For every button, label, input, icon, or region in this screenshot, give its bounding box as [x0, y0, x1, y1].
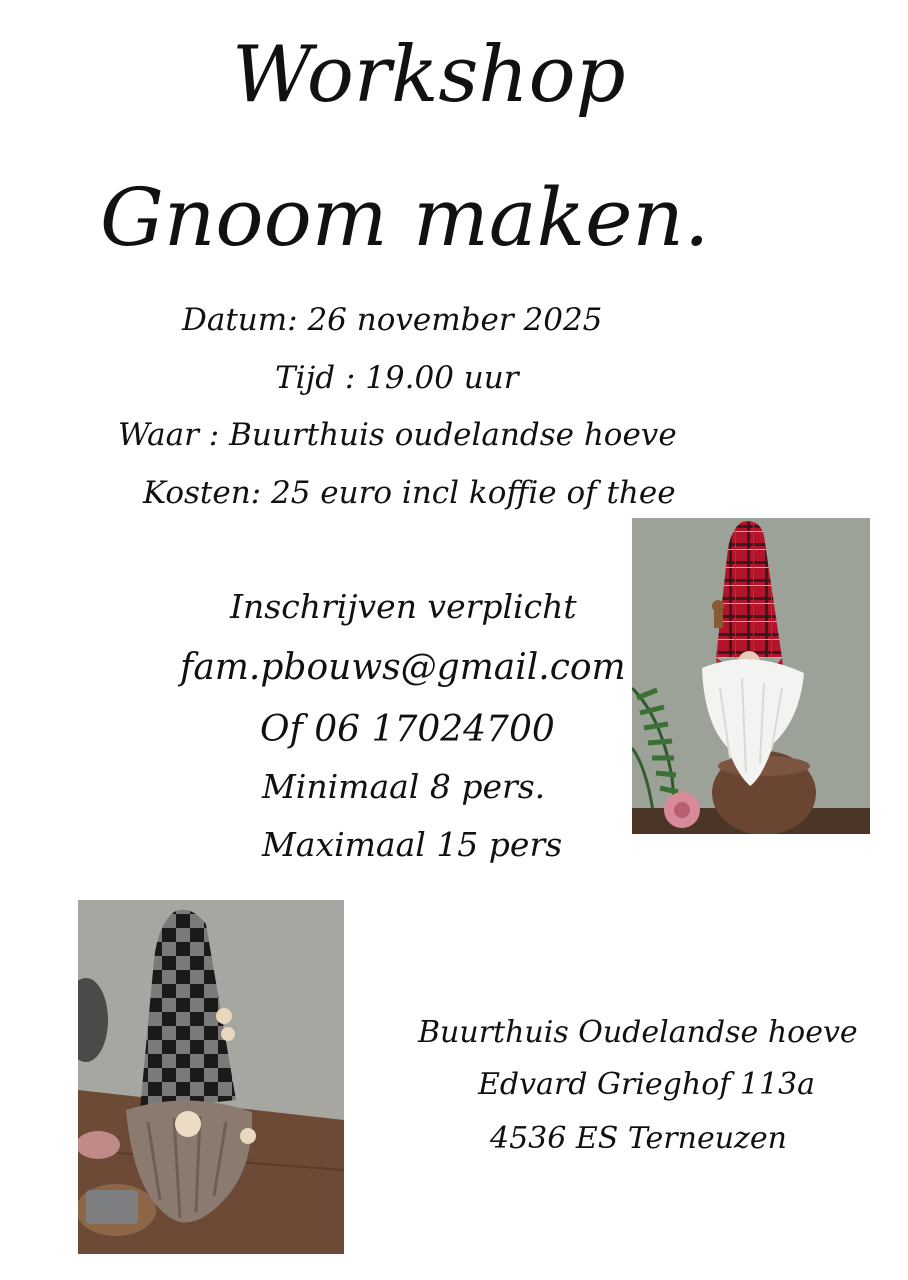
location-line: Waar : Buurthuis oudelandse hoeve	[118, 417, 677, 453]
title-workshop: Workshop	[232, 30, 626, 120]
title-gnoom-maken: Gnoom maken.	[100, 171, 710, 264]
red-plaid-gnome-photo	[632, 518, 870, 834]
date-line: Datum: 26 november 2025	[182, 302, 603, 338]
time-line: Tijd : 19.00 uur	[275, 360, 519, 396]
minimum-participants: Minimaal 8 pers.	[262, 767, 546, 806]
registration-email: fam.pbouws@gmail.com	[180, 647, 626, 688]
registration-heading: Inschrijven verplicht	[230, 587, 577, 626]
cost-line: Kosten: 25 euro incl koffie of thee	[143, 475, 676, 511]
address-street: Edvard Grieghof 113a	[478, 1067, 816, 1102]
address-city: 4536 ES Terneuzen	[490, 1121, 787, 1156]
address-venue: Buurthuis Oudelandse hoeve	[418, 1015, 858, 1050]
black-white-check-gnome-photo	[78, 900, 344, 1254]
maximum-participants: Maximaal 15 pers	[262, 825, 563, 864]
registration-phone: Of 06 17024700	[260, 709, 555, 750]
